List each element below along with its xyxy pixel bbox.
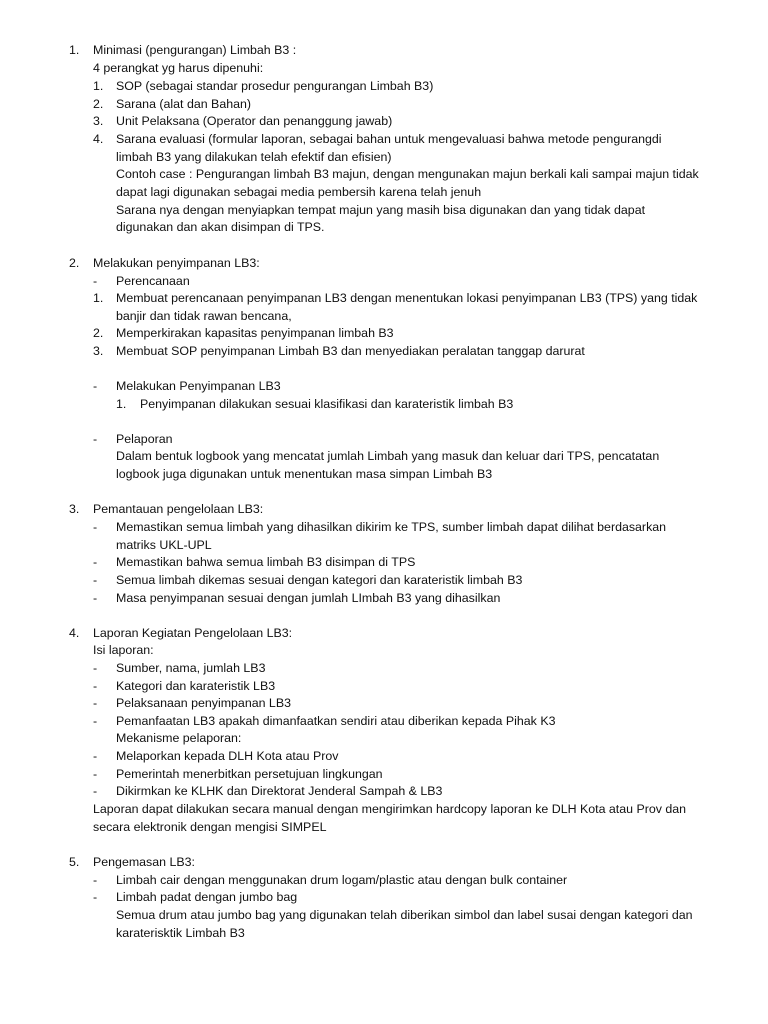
section-1-title: Minimasi (pengurangan) Limbah B3 : bbox=[93, 43, 297, 57]
subsection-label: Pelaporan bbox=[116, 432, 173, 446]
section-5-title: Pengemasan LB3: bbox=[93, 855, 195, 869]
list-item: Unit Pelaksana (Operator dan penanggung jawab) bbox=[116, 114, 393, 128]
list-item-line: Sarana evaluasi (formular laporan, sebagai bahan untuk mengevaluasi bahwa metode pengurangdi bbox=[116, 132, 662, 146]
section-2-title: Melakukan penyimpanan LB3: bbox=[93, 256, 260, 270]
list-marker: - bbox=[93, 520, 98, 534]
list-item-line: Semua drum atau jumbo bag yang digunakan telah diberikan simbol dan label susai dengan kategori dan bbox=[116, 908, 693, 922]
list-item-line: matriks UKL-UPL bbox=[116, 538, 212, 552]
section-2-number: 2. bbox=[69, 256, 80, 270]
list-marker: - bbox=[93, 714, 98, 728]
section-4-title: Laporan Kegiatan Pengelolaan LB3: bbox=[93, 626, 293, 640]
list-item-line: Sarana nya dengan menyiapkan tempat majun yang masih bisa digunakan dan yang tidak dapat bbox=[116, 203, 646, 217]
list-item-line: Membuat perencanaan penyimpanan LB3 dengan menentukan lokasi penyimpanan LB3 (TPS) yang tidak bbox=[116, 291, 698, 305]
list-marker: 3. bbox=[93, 114, 104, 128]
list-marker: - bbox=[93, 679, 98, 693]
list-marker: 4. bbox=[93, 132, 104, 146]
section-1-number: 1. bbox=[69, 43, 80, 57]
list-item-line: limbah B3 yang dilakukan telah efektif dan efisien) bbox=[116, 150, 392, 164]
list-marker: - bbox=[93, 696, 98, 710]
list-marker: - bbox=[93, 555, 98, 569]
section-3-number: 3. bbox=[69, 502, 80, 516]
list-marker: - bbox=[93, 749, 98, 763]
list-marker: - bbox=[93, 379, 98, 393]
list-marker: 1. bbox=[93, 79, 104, 93]
list-marker: - bbox=[93, 767, 98, 781]
list-marker: 2. bbox=[93, 326, 104, 340]
list-item-line: banjir dan tidak rawan bencana, bbox=[116, 309, 292, 323]
list-item: Sumber, nama, jumlah LB3 bbox=[116, 661, 266, 675]
list-item: Memastikan bahwa semua limbah B3 disimpan di TPS bbox=[116, 555, 416, 569]
list-item: Melaporkan kepada DLH Kota atau Prov bbox=[116, 749, 339, 763]
list-marker: - bbox=[93, 274, 98, 288]
list-item: Membuat SOP penyimpanan Limbah B3 dan menyediakan peralatan tanggap darurat bbox=[116, 344, 585, 358]
list-marker: - bbox=[93, 661, 98, 675]
list-item: Sarana (alat dan Bahan) bbox=[116, 97, 252, 111]
list-marker: - bbox=[93, 573, 98, 587]
list-item: Pelaksanaan penyimpanan LB3 bbox=[116, 696, 291, 710]
subsection-label: Mekanisme pelaporan: bbox=[116, 731, 242, 745]
list-item: Pemanfaatan LB3 apakah dimanfaatkan sendiri atau diberikan kepada Pihak K3 bbox=[116, 714, 556, 728]
list-marker: 2. bbox=[93, 97, 104, 111]
list-item-line: Limbah padat dengan jumbo bag bbox=[116, 890, 298, 904]
list-item: Memperkirakan kapasitas penyimpanan limbah B3 bbox=[116, 326, 394, 340]
list-item: Limbah cair dengan menggunakan drum logam/plastic atau dengan bulk container bbox=[116, 873, 568, 887]
list-marker: 1. bbox=[116, 397, 127, 411]
section-4-number: 4. bbox=[69, 626, 80, 640]
list-marker: - bbox=[93, 784, 98, 798]
list-item: Dikirmkan ke KLHK dan Direktorat Jenderal Sampah & LB3 bbox=[116, 784, 443, 798]
list-item-line: karaterisktik Limbah B3 bbox=[116, 926, 245, 940]
section-1-intro: 4 perangkat yg harus dipenuhi: bbox=[93, 61, 264, 75]
list-item-line: dapat lagi digunakan sebagai media pembersih karena telah jenuh bbox=[116, 185, 482, 199]
list-marker: - bbox=[93, 591, 98, 605]
list-item: SOP (sebagai standar prosedur pengurangan Limbah B3) bbox=[116, 79, 434, 93]
list-marker: - bbox=[93, 873, 98, 887]
list-marker: - bbox=[93, 890, 98, 904]
paragraph-line: Dalam bentuk logbook yang mencatat jumlah Limbah yang masuk dan keluar dari TPS, pencatatan bbox=[116, 449, 660, 463]
list-marker: 1. bbox=[93, 291, 104, 305]
section-3-title: Pemantauan pengelolaan LB3: bbox=[93, 502, 264, 516]
list-item: Masa penyimpanan sesuai dengan jumlah LImbah B3 yang dihasilkan bbox=[116, 591, 501, 605]
section-5-number: 5. bbox=[69, 855, 80, 869]
list-item-line: Memastikan semua limbah yang dihasilkan dikirim ke TPS, sumber limbah dapat dilihat berdasarkan bbox=[116, 520, 667, 534]
list-item: Kategori dan karateristik LB3 bbox=[116, 679, 276, 693]
list-item: Penyimpanan dilakukan sesuai klasifikasi dan karateristik limbah B3 bbox=[140, 397, 514, 411]
list-item-line: digunakan dan akan disimpan di TPS. bbox=[116, 220, 325, 234]
subsection-label: Melakukan Penyimpanan LB3 bbox=[116, 379, 281, 393]
subsection-label: Isi laporan: bbox=[93, 643, 154, 657]
paragraph-line: Laporan dapat dilakukan secara manual dengan mengirimkan hardcopy laporan ke DLH Kota atau Prov dan bbox=[93, 802, 687, 816]
list-marker: - bbox=[93, 432, 98, 446]
subsection-label: Perencanaan bbox=[116, 274, 190, 288]
paragraph-line: logbook juga digunakan untuk menentukan masa simpan Limbah B3 bbox=[116, 467, 493, 481]
list-item: Semua limbah dikemas sesuai dengan kategori dan karateristik limbah B3 bbox=[116, 573, 523, 587]
paragraph-line: secara elektronik dengan mengisi SIMPEL bbox=[93, 820, 327, 834]
list-item: Pemerintah menerbitkan persetujuan lingkungan bbox=[116, 767, 383, 781]
list-marker: 3. bbox=[93, 344, 104, 358]
list-item-line: Contoh case : Pengurangan limbah B3 majun, dengan mengunakan majun berkali kali sampai majun tidak bbox=[116, 167, 699, 181]
